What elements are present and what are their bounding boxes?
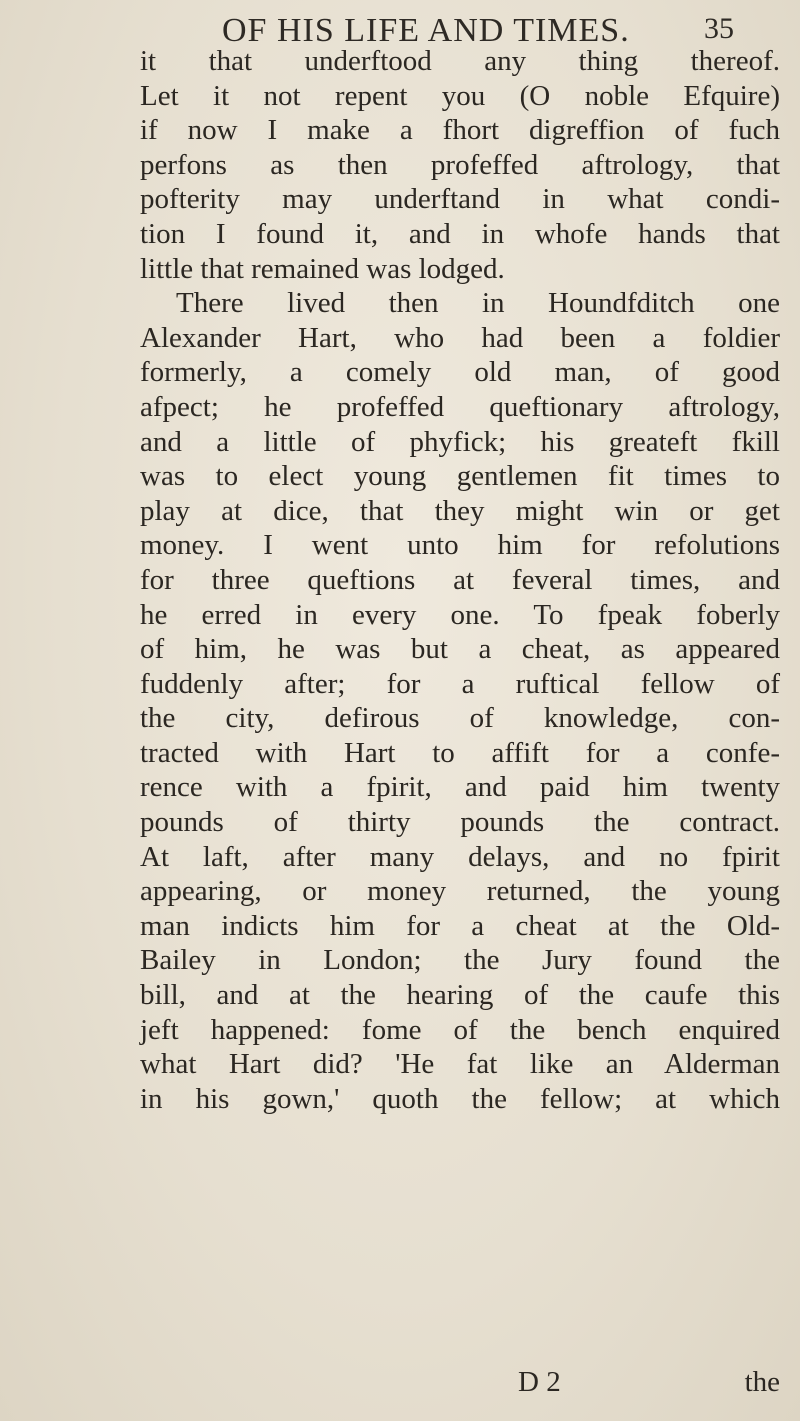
text-line: At laft, after many delays, and no fpirit (140, 840, 780, 873)
text-line: fuddenly after; for a ruftical fellow of (140, 667, 780, 700)
signature-mark: D 2 (518, 1366, 561, 1398)
text-line: pounds of thirty pounds the contract. (140, 806, 780, 839)
text-line: and a little of phyfick; his greateft fkill (140, 425, 780, 458)
text-line: perfons as then profeffed aftrology, that (140, 148, 780, 181)
text-line: man indicts him for a cheat at the Old- (140, 909, 780, 942)
text-line: little that remained was lodged. (140, 252, 505, 285)
text-line: Let it not repent you (O noble Efquire) (140, 79, 780, 112)
text-line: appearing, or money returned, the young (140, 875, 780, 908)
catchword: the (744, 1366, 780, 1398)
text-line: what Hart did? 'He fat like an Alderman (140, 1048, 780, 1081)
text-line: rence with a fpirit, and paid him twenty (140, 771, 780, 804)
text-line: the city, defirous of knowledge, con- (140, 702, 780, 735)
text-line: formerly, a comely old man, of good (140, 356, 780, 389)
text-line: for three queftions at feveral times, and (140, 563, 780, 596)
text-line: Alexander Hart, who had been a foldier (140, 321, 780, 354)
text-line: money. I went unto him for refolutions (140, 529, 780, 562)
text-line: of him, he was but a cheat, as appeared (140, 633, 780, 666)
running-title: OF HIS LIFE AND TIMES. (222, 12, 630, 49)
text-line: afpect; he profeffed queftionary aftrology, (140, 390, 780, 423)
text-line: pofterity may underftand in what condi- (140, 183, 780, 216)
text-line: There lived then in Houndfditch one (176, 287, 780, 320)
page-footer (140, 1366, 780, 1400)
text-line: tion I found it, and in whofe hands that (140, 217, 780, 250)
text-line: tracted with Hart to affift for a confe- (140, 736, 780, 769)
text-line: if now I make a fhort digreffion of fuch (140, 114, 780, 147)
text-line: Bailey in London; the Jury found the (140, 944, 780, 977)
page-number: 35 (704, 12, 734, 45)
text-line: was to elect young gentlemen fit times to (140, 460, 780, 493)
text-line: in his gown,' quoth the fellow; at which (140, 1082, 780, 1115)
text-line: jeft happened: fome of the bench enquired (140, 1013, 780, 1046)
text-line: play at dice, that they might win or get (140, 494, 780, 527)
text-line: bill, and at the hearing of the caufe this (140, 979, 780, 1012)
text-line: he erred in every one. To fpeak foberly (140, 598, 780, 631)
text-line: it that underftood any thing thereof. (140, 45, 780, 77)
body-text (140, 44, 780, 1116)
running-head (0, 8, 800, 48)
